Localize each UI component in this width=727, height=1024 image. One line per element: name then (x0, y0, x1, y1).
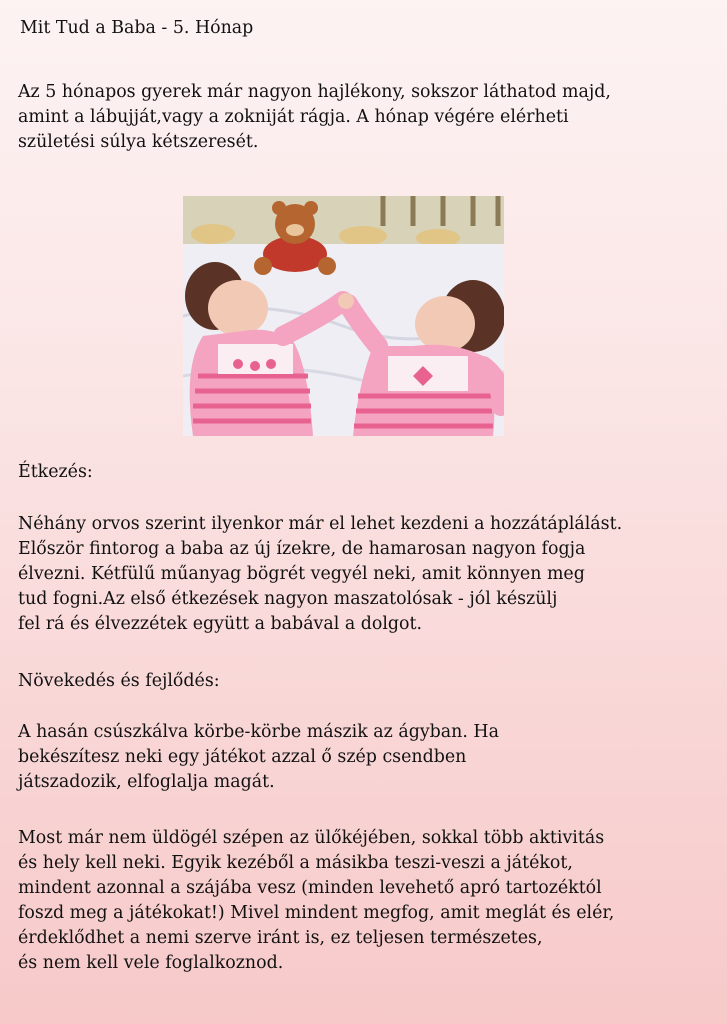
baby-twins-photo (183, 196, 504, 436)
section-heading-etkezes: Étkezés: (18, 462, 93, 482)
intro-paragraph: Az 5 hónapos gyerek már nagyon hajlékony, sokszor láthatod majd, amint a lábujját,vagy a zokniját rágja. A hónap végére elérheti születési súlya kétszeresét. (18, 82, 611, 152)
page-title: Mit Tud a Baba - 5. Hónap (20, 18, 254, 38)
section-body-novekedes-paragraph-1: A hasán csúszkálva körbe-körbe mászik az ágyban. Ha bekészítesz neki egy játékot azzal ő szép csendben játszadozik, elfoglalja magát. (18, 722, 499, 792)
section-body-novekedes-paragraph-2: Most már nem üldögél szépen az ülőkéjében, sokkal több aktivitás és hely kell neki. Egyik kezéből a másikba teszi-veszi a játékot, mindent azonnal a szájába vesz (minden levehető apró tartozéktól foszd meg a játékokat!) Mivel mindent megfog, amit meglát és elér, érdeklődhet a nemi szerve iránt is, ez teljesen természetes, és nem kell vele foglalkoznod. (18, 828, 615, 973)
section-body-etkezes: Néhány orvos szerint ilyenkor már el lehet kezdeni a hozzátáplálást. Először fintorog a baba az új ízekre, de hamarosan nagyon fogja élvezni. Kétfülű műanyag bögrét vegyél neki, amit könnyen meg tud fogni.Az első étkezések nagyon maszatolósak - jól készülj fel rá és élvezzétek együtt a babával a dolgot. (18, 514, 623, 634)
section-heading-novekedes: Növekedés és fejlődés: (18, 671, 220, 691)
